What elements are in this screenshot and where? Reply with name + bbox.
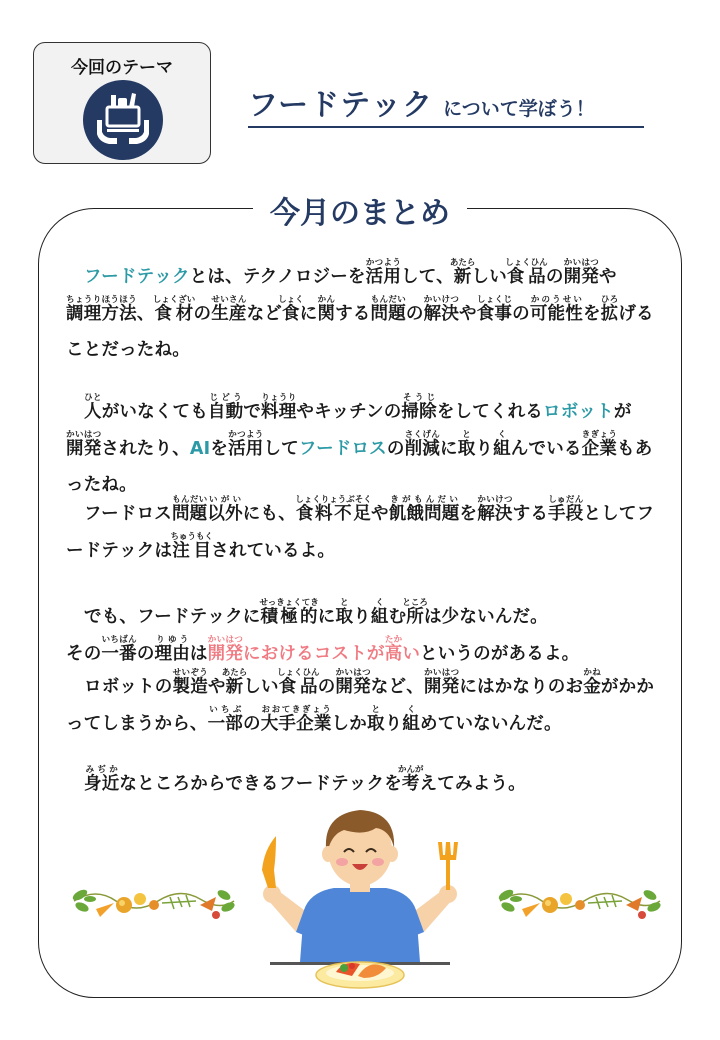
term-robot: ロボット (543, 402, 614, 422)
summary-paragraph-5: ロボットの製造せいぞうや新あたらしい食品しょくひんの開発かいはつなど、開発かいはつにはかなりのお金かねがかかってしまうから、一部いちぶの大手企業おおてきぎょうしか取とり組くめていないんだ。 (66, 668, 655, 734)
theme-box (33, 42, 211, 164)
summary-heading: 今月のまとめ (253, 192, 467, 236)
summary-paragraph-3: フードロス問題もんだい以外いがいにも、食料不足しょくりょうぶそくや飢餓問題きがもんだいを解決かいけつする手段しゅだんとしてフードテックは注目ちゅうもくされているよ。 (66, 495, 655, 561)
boy-with-knife-and-fork-illustration (240, 800, 480, 1000)
theme-label: 今回のテーマ (71, 58, 173, 78)
summary-paragraph-2: 人ひとがいなくても自動じどうで料理りょうりやキッチンの掃除そうじをしてくれるロボットが開発かいはつされたり、AIを活用かつようしてフードロスの削減さくげんに取とり組くんでいる企業きぎょうもあったね。 (66, 393, 653, 495)
highlight-cost: 開発かいはつにおけるコストが高たかい (207, 634, 421, 664)
page-title (248, 80, 644, 128)
summary-paragraph-1: フードテックとは、テクノロジーを活用かつようして、新あたらしい食品しょくひんの開発かいはつや調理方法ちょうりほうほう、食材しょくざいの生産せいさんなど食しょくに関かんする問題もんだいの解決かいけつや食事しょくじの可能性かのうせいを拡ひろげることだったね。 (66, 258, 654, 360)
vegetable-garland-illustration (66, 875, 238, 925)
summary-paragraph-6: 身近みぢかなところからできるフードテックを考かんがえてみよう。 (84, 765, 526, 794)
term-ai: AI (189, 438, 211, 459)
food-hands-icon (83, 80, 163, 160)
vegetable-garland-illustration (492, 875, 664, 925)
term-foodloss: フードロス (298, 438, 387, 459)
title-main: フードテック (248, 88, 434, 123)
term-foodtech: フードテック (84, 267, 190, 287)
summary-paragraph-4: でも、フードテックに積極的せっきょくてきに取とり組くむ所ところは少ないんだ。 その一番いちばんの理由りゆうは開発かいはつにおけるコストが高たかいというのがあるよ。 (66, 598, 580, 664)
title-sub: について学ぼう！ (443, 98, 595, 120)
